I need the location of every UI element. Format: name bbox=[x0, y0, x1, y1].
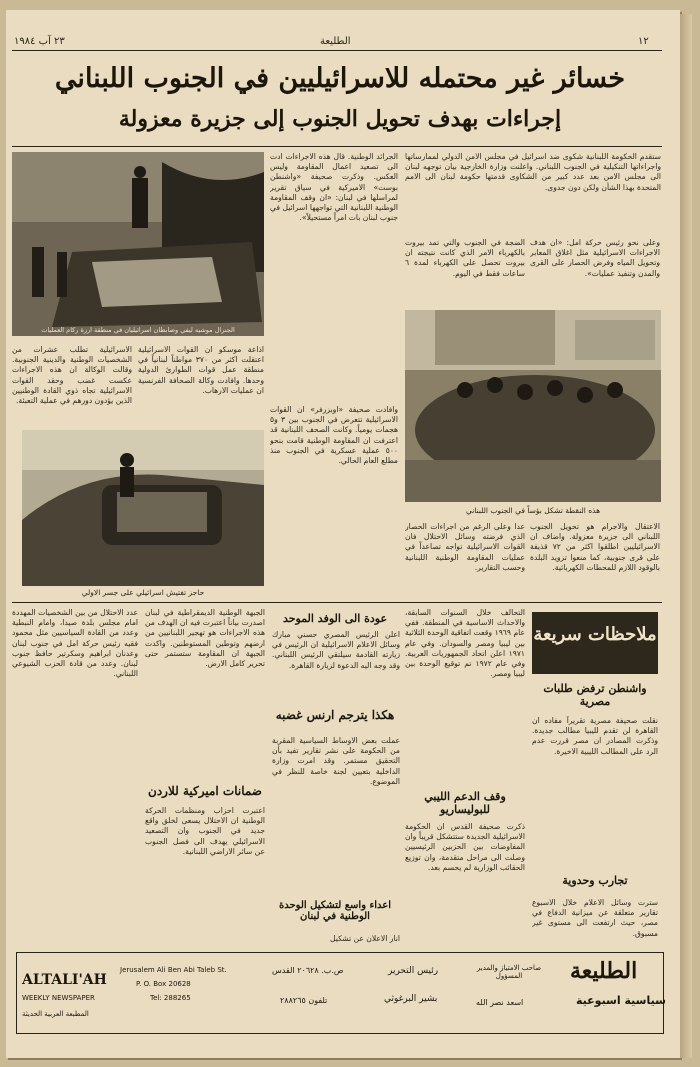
deck-headline: إجراءات بهدف تحويل الجنوب إلى جزيرة معزولة bbox=[118, 106, 562, 132]
article-col-2: الجرائد الوطنية. قال هذه الاجراءات ادت الى تصعيد اعمال المقاومة وليس العكس. وذكرت صحيفة «واشنطن بوست» الاميركية في سياق تقرير لمراسلها في لبنان: «ان وقف المقاومة الوطنية اللبنانية التي تواجهها اسرائيل في جنوب لبنان بات امراً مستحيلاً». bbox=[270, 152, 398, 223]
article-col-7: وافادت صحيفة «اوبزرفر» ان القوات الاسرائيلية تتعرض في الجنوب بين ٣ و٥ هجمات يومياً. وكانت الصحف اللبنانية قد اعترفت ان المقاومة الوطنية قامت بنحو ٥٠٠ عملية عسكرية في الجنوب منذ مطلع العام الحالي. bbox=[270, 405, 398, 466]
article-col-9: عدا وعلى الرغم من اجراءات الحصار الذي فرضته وسائل الاحتلال فان القوات الاسرائيلية تواجه تصاعداً في عمليات المقاومة الوطنية اللبنانية وحسب التقارير. bbox=[405, 522, 525, 572]
article-col-11: الجبهة الوطنية الديمقراطية في لبنان اصدرت بياناً اعتبرت فيه ان الهدف من هذه الاجراءات هو تهجير اللبنانيين من ارضهم وتوطين المستوطنين. واكدت الجبهة ان المقاومة ستستمر حتى تحرير كامل الارض. bbox=[145, 608, 265, 669]
article-col-1: ستقدم الحكومة اللبنانية شكوى ضد اسرائيل في مجلس الامن الدولي لممارساتها واجراءاتها التنكيلية في الجنوب اللبناني. واعلنت وزارة الخارجية بيان توجهه لبنان الى مجلس الامن بعد عدد كبير من الشكاوى قدمتها حكومة لبنان الى الامم المتحدة بهذا الشأن ولكن دون جدوى. bbox=[405, 152, 661, 192]
head-enemies: اعداء واسع لتشكيل الوحدة الوطنية في لبنان bbox=[279, 900, 391, 922]
section-title: الطليعة bbox=[320, 36, 351, 47]
article-col-17: عملت بعض الاوساط السياسية المقربة من الحكومة على نشر تقارير تفيد بأن التحقيق مستمر. وقد امرت وزارة الداخلية بتعيين لجنة خاصة للنظر في الموضوع. bbox=[272, 736, 400, 786]
masthead-phone-ar: تلفون ٢٨٨٢٦٥ bbox=[280, 996, 328, 1005]
masthead-pobox-ar: ص.ب. ٢٠٦٢٨ القدس bbox=[272, 966, 344, 975]
head-ads: ضمانات اميركية للاردن bbox=[148, 784, 262, 798]
photo-crowd bbox=[405, 310, 661, 502]
head-libya: وقف الدعم الليبي للبوليساريو bbox=[424, 790, 506, 816]
masthead-editor-label: رئيس التحرير bbox=[388, 966, 439, 976]
article-col-18: ذكرت صحيفة القدس ان الحكومة الاسرائيلية الجديدة ستتشكل قريباً وان المفاوضات بين الحزبين الرئيسيين وصلت الى مراحل متقدمة، وان توزيع الحقائب الوزارية لم يحسم بعد. bbox=[405, 822, 525, 872]
masthead-address-3: Tel: 288265 bbox=[150, 994, 191, 1002]
photo-checkpoint bbox=[22, 430, 264, 586]
column-subtitle: واشنطن ترفض طلبات مصرية bbox=[543, 682, 647, 708]
masthead-editor-name: بشير البرغوثي bbox=[384, 994, 438, 1004]
section-rule bbox=[12, 602, 662, 603]
masthead-printer: المطبعة العربية الحديثة bbox=[22, 1010, 89, 1018]
masthead-sub-en: WEEKLY NEWSPAPER bbox=[22, 994, 95, 1002]
article-col-16: سترت وسائل الاعلام خلال الاسبوع تقارير متعلقة عن ميزانية الدفاع في مصر، حيث ارتفعت الى مستوى غير مسبوق. bbox=[532, 898, 658, 938]
page-number: ١٢ bbox=[638, 36, 649, 47]
article-col-10: عدد الاحتلال من بين الشخصيات المهددة امام مجلس بلدة صيدا، وامام النبطية وعدد من القادة السياسيين مثل محمود فقيه رئيس حركة امل في جنوب لبنان وعدنان ابراهيم وسكرتير حافظ جنوب لبنان. وعدد من قادة الحزب الشيوعي اللبناني. bbox=[12, 608, 138, 679]
folio-rule bbox=[12, 50, 662, 51]
article-col-14: التحالف خلال السنوات السابقة، والاحداث الاساسية في المنطقة. ففي عام ١٩٦٩ وقعت اتفاقية الوحدة الثلاثية بين ليبيا ومصر والسودان. وفي عام ١٩٧١ اعلن اتحاد الجمهوريات العربية. وفي عام ١٩٧٢ تم توقيع الوحدة بين ليبيا ومصر. bbox=[405, 608, 525, 679]
photo-checkpoint-image bbox=[22, 430, 264, 586]
headline-rule bbox=[12, 146, 662, 147]
article-col-6: الاسرائيلية تطلب عشرات من الشخصيات الوطنية والدينية الجنوبية. وقالت الوكالة ان هذه الاجراءات عكست غضب وحقد القوات الاسرائيلية تجاه ذوي القادة الوطنيين الذين يؤدون دورهم في عملية التعبئة. bbox=[12, 345, 132, 406]
footer-note: انار الاعلان عن تشكيل bbox=[330, 934, 400, 943]
photo-checkpoint-caption: حاجز تفتيش اسرائيلي على جسر الاولي bbox=[81, 588, 205, 597]
masthead-subtitle-ar: سياسية اسبوعية bbox=[576, 994, 666, 1007]
masthead-box bbox=[16, 952, 664, 1034]
article-col-5: اذاعة موسكو ان القوات الاسرائيلية اعتقلت اكثر من ٣٧٠ مواطناً لبنانياً في منطقة عمل قوات الطوارئ الدولية وحدها. وافادت وكالة الصحافة الفرنسية ان عمليات الارهاب. bbox=[138, 345, 264, 395]
photo-crowd-caption: هذه النقطة تشكل بؤساً في الجنوب اللبناني bbox=[465, 506, 601, 515]
column-logo-box bbox=[532, 612, 658, 674]
photo-soldiers-caption: الجنرال موشيه ليفي وضابطان اسرائيليان في منطقة ارزة ركام العمليات bbox=[41, 326, 235, 334]
masthead-owner-label: صاحب الامتياز والمدير المسؤول bbox=[476, 964, 542, 980]
photo-soldiers-image bbox=[12, 152, 264, 336]
article-col-4: وعلى نحو رئيس حركة امل: «ان هدف الاجراءات الاسرائيلية مثل اغلاق المعابر وتحويل المياه وفرض الحصار على القرى والمدن وتنفيذ عمليات». bbox=[530, 238, 660, 278]
issue-date: ٢٣ آب ١٩٨٤ bbox=[14, 36, 65, 47]
masthead-address-1: Jerusalem Ali Ben Abi Taleb St. bbox=[120, 966, 227, 974]
column-logo: ملاحظات سريعة bbox=[533, 624, 657, 645]
head-cars: هكذا يترجم ارنس غضبه bbox=[275, 708, 395, 722]
page-edge bbox=[680, 14, 692, 1058]
article-col-3: الضجة في الجنوب والتي تمد بيروت بالكهرباء الامر الذي كانت نتيجته ان بيروت تحصل على الكهرباء لمدة ٦ ساعات فقط في اليوم. bbox=[405, 238, 525, 278]
article-col-13: اعلن الرئيس المصري حسني مبارك وسائل الاعلام الاسرائيلية ان الرئيس في زيارته القادمة سيلتقي الرئيس اللبناني. وقد وجه اليه الدعوة لزيارة القاهرة. bbox=[272, 630, 400, 670]
photo-soldiers bbox=[12, 152, 264, 336]
main-headline: خسائر غير محتمله للاسرائيليين في الجنوب اللبناني bbox=[54, 63, 626, 94]
masthead-title-ar: الطليعة bbox=[570, 958, 638, 984]
photo-crowd-image bbox=[405, 310, 661, 502]
head-trials: تجارب وحدوية bbox=[562, 874, 628, 887]
masthead-name-en: ALTALI'AH bbox=[22, 972, 107, 988]
article-col-12: اعتبرت احزاب ومنظمات الحركة الوطنية ان الاحتلال يسعى لخلق واقع جديد في الجنوب وان التصعيد الاسرائيلي يهدف الى فصل الجنوب عن سائر الاراضي اللبنانية. bbox=[145, 806, 265, 856]
article-col-15: نقلت صحيفة مصرية تقريراً مفاده ان القاهرة لن تقدم لليبيا مطالب جديدة. وذكرت المصادر ان مصر قررت عدم الرد على المطالب الليبية الاخيرة. bbox=[532, 716, 658, 756]
head-unity: عودة الى الوفد الموحد bbox=[282, 612, 388, 625]
masthead-owner-name: اسعد نصر الله bbox=[476, 998, 524, 1007]
masthead-address-2: P. O. Box 20628 bbox=[136, 980, 191, 988]
article-col-8: الاعتقال والاجرام هو تحويل الجنوب اللبناني الى جزيرة معزولة. واضاف ان الاسرائيليين اطلقوا اكثر من ٧٢ قذيفة على قرى جنوبية، كما منعوا تزويد البلدة بالوقود اللازم للمحطات الكهربائية. bbox=[530, 522, 660, 572]
